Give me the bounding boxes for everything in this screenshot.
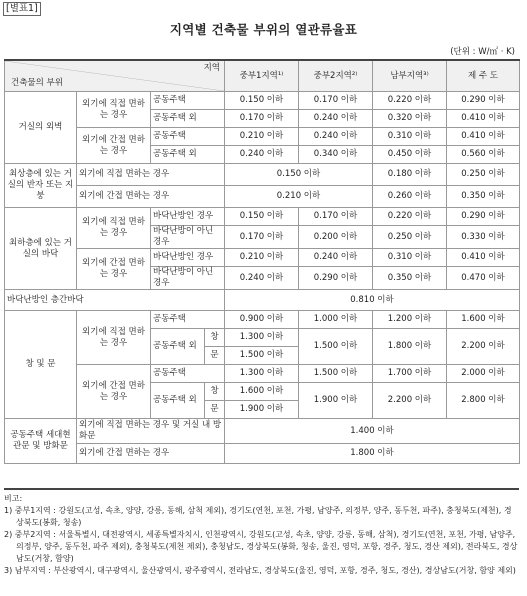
floor-indirect: 외기에 간접 면하는 경우 xyxy=(77,249,151,290)
value-cell: 0.220 이하 xyxy=(373,92,447,110)
value-cell: 0.290 이하 xyxy=(299,267,373,290)
u-value-table xyxy=(4,59,520,464)
value-cell: 1.200 이하 xyxy=(373,311,447,329)
value-cell: 0.150 이하 xyxy=(225,164,373,186)
value-cell: 0.240 이하 xyxy=(299,110,373,128)
appendix-tag: [별표1] xyxy=(3,2,41,16)
value-cell: 0.900 이하 xyxy=(225,311,299,329)
label-apt: 공동주택 xyxy=(151,311,225,329)
value-cell: 2.200 이하 xyxy=(447,329,520,365)
window-indirect: 외기에 간접 면하는 경우 xyxy=(77,365,151,419)
wall-direct: 외기에 직접 면하는 경우 xyxy=(77,92,151,128)
unit-label: (단위 : W/㎡ · K) xyxy=(450,47,515,57)
label-non-apt: 공동주택 외 xyxy=(151,329,205,365)
value-cell: 0.210 이하 xyxy=(225,128,299,146)
value-cell: 0.170 이하 xyxy=(225,226,299,249)
table-row xyxy=(5,365,520,383)
value-cell: 1.900 이하 xyxy=(225,401,299,419)
label-non-apt: 공동주택 외 xyxy=(151,383,205,419)
value-cell: 1.300 이하 xyxy=(225,365,299,383)
category-wall: 거실의 외벽 xyxy=(5,92,77,164)
label-non-apt: 공동주택 외 xyxy=(151,110,225,128)
header-region: 지역 xyxy=(203,63,220,73)
value-cell: 2.000 이하 xyxy=(447,365,520,383)
value-cell: 0.290 이하 xyxy=(447,92,520,110)
value-cell: 0.150 이하 xyxy=(225,92,299,110)
value-cell: 0.240 이하 xyxy=(299,128,373,146)
table-row xyxy=(5,92,520,110)
value-cell: 1.300 이하 xyxy=(225,329,299,347)
entrance-indirect: 외기에 간접 면하는 경우 xyxy=(77,444,225,464)
value-cell: 1.000 이하 xyxy=(299,311,373,329)
category-entrance: 공동주택 세대현관문 및 방화문 xyxy=(5,419,77,464)
value-cell: 0.470 이하 xyxy=(447,267,520,290)
label-window: 창 xyxy=(205,383,225,401)
wall-indirect: 외기에 간접 면하는 경우 xyxy=(77,128,151,164)
label-floor-heat: 바닥난방인 경우 xyxy=(151,249,225,267)
value-cell: 0.180 이하 xyxy=(373,164,447,186)
value-cell: 2.800 이하 xyxy=(447,383,520,419)
table-row xyxy=(5,311,520,329)
value-cell: 0.350 이하 xyxy=(373,267,447,290)
value-cell: 0.450 이하 xyxy=(373,146,447,164)
notes-heading: 비고: xyxy=(4,494,23,503)
table-row xyxy=(5,208,520,226)
value-cell: 0.210 이하 xyxy=(225,186,373,208)
value-cell: 0.250 이하 xyxy=(447,164,520,186)
label-apt: 공동주택 xyxy=(151,365,225,383)
note-central2: 2) 중부2지역 : 서울특별시, 대전광역시, 세종특별자치시, 인천광역시, 강원도(고성, 속초, 양양, 강릉, 동해, 삼척), 경기도(연천, 포천, 가평, 남양주, 의정부, 양주, 동두천, 파주 제외), 충청북도(제천 제외), 충청남도, 경상북도(봉화, 청송, 울진, 영덕, 포항, 경주, 청도, 경산 제외), 전라북도, 경상남도(거창, 함양) xyxy=(4,530,518,563)
table-row xyxy=(5,444,520,464)
value-cell: 0.290 이하 xyxy=(447,208,520,226)
value-cell: 1.400 이하 xyxy=(225,419,520,444)
value-cell: 1.800 이하 xyxy=(225,444,520,464)
floor-direct: 외기에 직접 면하는 경우 xyxy=(77,208,151,249)
value-cell: 1.500 이하 xyxy=(225,347,299,365)
roof-direct: 외기에 직접 면하는 경우 xyxy=(77,164,225,186)
table-row xyxy=(5,419,520,444)
value-cell: 0.560 이하 xyxy=(447,146,520,164)
value-cell: 0.210 이하 xyxy=(225,249,299,267)
value-cell: 0.250 이하 xyxy=(373,226,447,249)
label-apt: 공동주택 xyxy=(151,92,225,110)
value-cell: 0.200 이하 xyxy=(299,226,373,249)
value-cell: 0.240 이하 xyxy=(225,267,299,290)
label-apt: 공동주택 xyxy=(151,128,225,146)
value-cell: 0.350 이하 xyxy=(447,186,520,208)
header-central1: 중부1지역¹⁾ xyxy=(225,60,299,92)
table-header-row xyxy=(5,60,520,92)
value-cell: 1.600 이하 xyxy=(447,311,520,329)
category-roof: 최상층에 있는 거실의 반자 또는 지붕 xyxy=(5,164,77,208)
table-row xyxy=(5,290,520,311)
table-row xyxy=(5,186,520,208)
value-cell: 1.500 이하 xyxy=(299,365,373,383)
header-south: 남부지역³⁾ xyxy=(373,60,447,92)
category-interfloor: 바닥난방인 층간바닥 xyxy=(5,290,225,311)
value-cell: 0.170 이하 xyxy=(225,110,299,128)
value-cell: 0.810 이하 xyxy=(225,290,520,311)
notes-section xyxy=(4,488,519,577)
value-cell: 0.150 이하 xyxy=(225,208,299,226)
header-jeju: 제 주 도 xyxy=(447,60,520,92)
value-cell: 0.260 이하 xyxy=(373,186,447,208)
entrance-direct: 외기에 직접 면하는 경우 및 거실 내 방화문 xyxy=(77,419,225,444)
roof-indirect: 외기에 간접 면하는 경우 xyxy=(77,186,225,208)
table-row xyxy=(5,128,520,146)
label-window: 창 xyxy=(205,329,225,347)
window-direct: 외기에 직접 면하는 경우 xyxy=(77,311,151,365)
header-central2: 중부2지역²⁾ xyxy=(299,60,373,92)
label-door: 문 xyxy=(205,347,225,365)
header-part: 건축물의 부위 xyxy=(11,78,63,88)
note-central1: 1) 중부1지역 : 강원도(고성, 속초, 양양, 강릉, 동해, 삼척 제외), 경기도(연천, 포천, 가평, 남양주, 의정부, 양주, 동두천, 파주), 충청북도(제천), 경상북도(봉화, 청송) xyxy=(4,506,512,527)
label-floor-heat: 바닥난방인 경우 xyxy=(151,208,225,226)
value-cell: 0.240 이하 xyxy=(299,249,373,267)
value-cell: 0.320 이하 xyxy=(373,110,447,128)
value-cell: 0.170 이하 xyxy=(299,208,373,226)
value-cell: 1.500 이하 xyxy=(299,329,373,365)
value-cell: 0.310 이하 xyxy=(373,128,447,146)
note-south: 3) 남부지역 : 부산광역시, 대구광역시, 울산광역시, 광주광역시, 전라남도, 경상북도(울진, 영덕, 포항, 경주, 청도, 경산), 경상남도(거창, 함양 제외) xyxy=(4,566,516,575)
value-cell: 0.410 이하 xyxy=(447,110,520,128)
label-floor-noheat: 바닥난방이 아닌 경우 xyxy=(151,267,225,290)
page-title: 지역별 건축물 부위의 열관류율표 xyxy=(169,22,358,37)
value-cell: 1.800 이하 xyxy=(373,329,447,365)
value-cell: 1.900 이하 xyxy=(299,383,373,419)
value-cell: 0.330 이하 xyxy=(447,226,520,249)
value-cell: 0.340 이하 xyxy=(299,146,373,164)
value-cell: 1.700 이하 xyxy=(373,365,447,383)
value-cell: 0.310 이하 xyxy=(373,249,447,267)
value-cell: 0.410 이하 xyxy=(447,249,520,267)
value-cell: 0.410 이하 xyxy=(447,128,520,146)
label-floor-noheat: 바닥난방이 아닌 경우 xyxy=(151,226,225,249)
table-row xyxy=(5,164,520,186)
category-floor: 최하층에 있는 거실의 바닥 xyxy=(5,208,77,290)
value-cell: 0.170 이하 xyxy=(299,92,373,110)
table-row xyxy=(5,249,520,267)
value-cell: 0.240 이하 xyxy=(225,146,299,164)
label-door: 문 xyxy=(205,401,225,419)
label-non-apt: 공동주택 외 xyxy=(151,146,225,164)
value-cell: 2.200 이하 xyxy=(373,383,447,419)
category-window: 창 및 문 xyxy=(5,311,77,419)
value-cell: 0.220 이하 xyxy=(373,208,447,226)
value-cell: 1.600 이하 xyxy=(225,383,299,401)
header-corner-cell xyxy=(5,60,225,92)
